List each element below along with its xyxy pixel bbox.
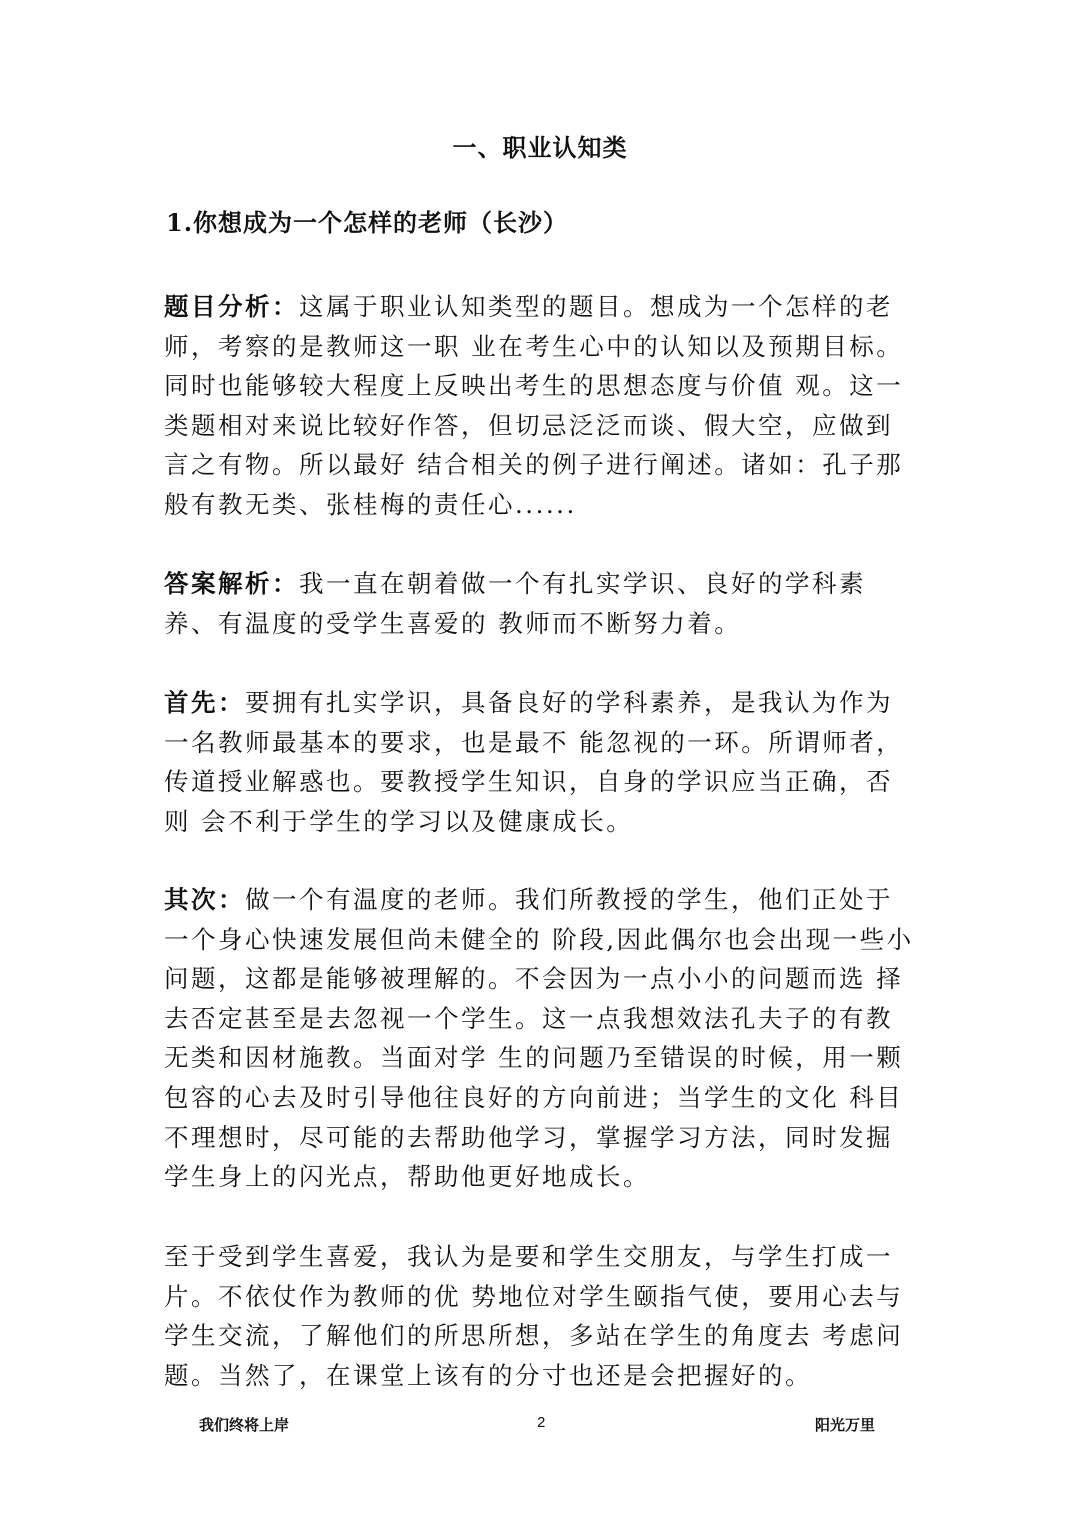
analysis-label: 题目分析： [164, 292, 299, 321]
first-point-label: 首先： [164, 688, 245, 717]
second-point-label: 其次： [164, 885, 245, 914]
first-point-paragraph [164, 683, 916, 841]
first-point-text: 要拥有扎实学识，具备良好的学科素养，是我认为作为一名教师最基本的要求，也是最不 能忽视的一环。所谓师者，传道授业解惑也。要教授学生知识，自身的学识应当正确，否则 会不利于学生的学习以及健康成长。 [164, 688, 904, 836]
answer-paragraph [164, 564, 916, 643]
third-point-text: 至于受到学生喜爱，我认为是要和学生交朋友，与学生打成一片。不依仗作为教师的优 势地位对学生颐指气使，要用心去与学生交流，了解他们的所思所想，多站在学生的角度去 考虑问题。当然了，在课堂上该有的分寸也还是会把握好的。 [164, 1242, 904, 1390]
second-point-paragraph [164, 880, 916, 1197]
footer-right-text: 阳光万里 [815, 1416, 876, 1434]
page-footer [0, 1414, 1080, 1438]
analysis-text: 这属于职业认知类型的题目。想成为一个怎样的老师，考察的是教师这一职 业在考生心中的认知以及预期目标。同时也能够较大程度上反映出考生的思想态度与价值 观。这一类题相对来说比较好作答，但切忌泛泛而谈、假大空，应做到言之有物。所以最好 结合相关的例子进行阐述。诸如：孔子那般有教无类、张桂梅的责任心...... [164, 292, 904, 519]
analysis-paragraph [164, 287, 916, 525]
page-number: 2 [537, 1414, 546, 1431]
footer-left-text: 我们终将上岸 [199, 1416, 290, 1434]
third-point-paragraph [164, 1237, 916, 1395]
question-title: 1.你想成为一个怎样的老师（长沙） [166, 208, 569, 237]
answer-label: 答案解析： [164, 569, 299, 598]
answer-text: 我一直在朝着做一个有扎实学识、良好的学科素养、有温度的受学生喜爱的 教师而不断努力着。 [164, 569, 866, 638]
second-point-text: 做一个有温度的老师。我们所教授的学生，他们正处于一个身心快速发展但尚未健全的 阶段,因此偶尔也会出现一些小问题，这都是能够被理解的。不会因为一点小小的问题而选 择去否定甚至是去忽视一个学生。这一点我想效法孔夫子的有教无类和因材施教。当面对学 生的问题乃至错误的时候，用一颗包容的心去及时引导他往良好的方向前进；当学生的文化 科目不理想时，尽可能的去帮助他学习，掌握学习方法，同时发掘学生身上的闪光点，帮助他更好地成长。 [164, 885, 914, 1192]
section-title: 一、职业认知类 [452, 133, 628, 162]
